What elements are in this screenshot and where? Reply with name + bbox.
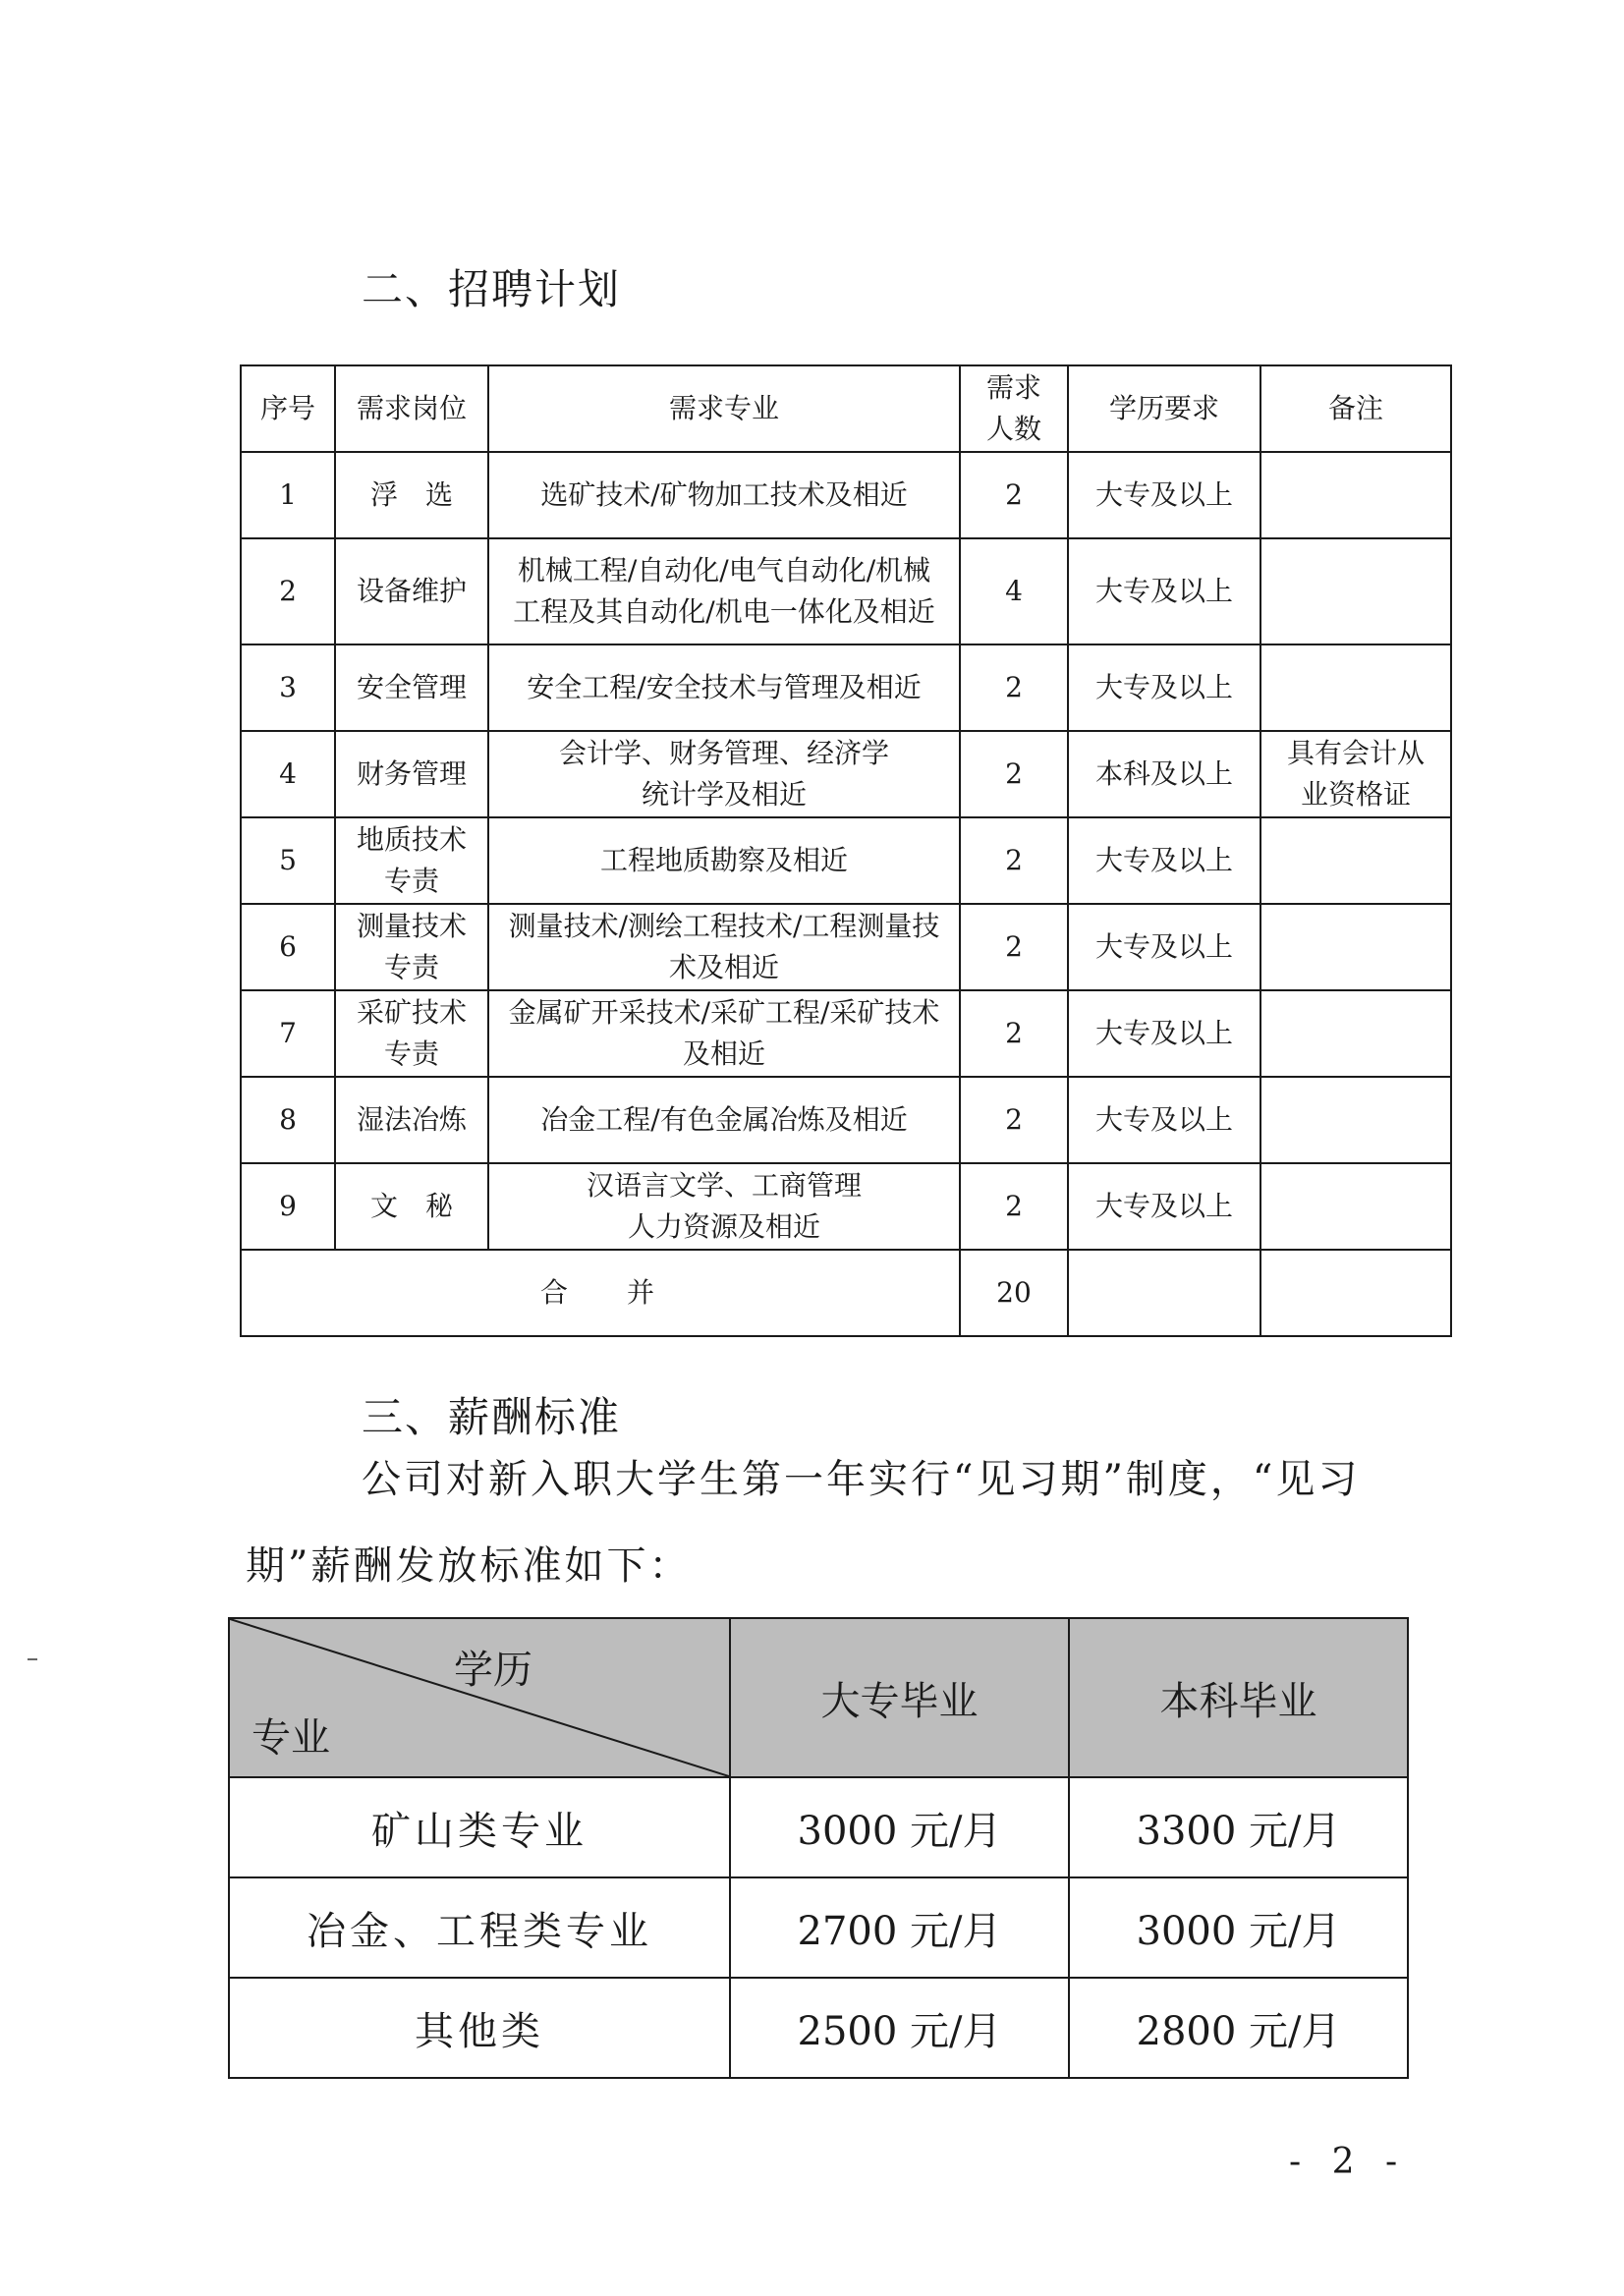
cell-remark <box>1260 990 1451 1077</box>
cell-major <box>488 904 960 990</box>
cell-remark-line2: 业资格证 <box>1300 778 1411 811</box>
cell-education: 本科及以上 <box>1068 731 1260 817</box>
header-count-line1: 需求 <box>985 371 1041 404</box>
cell-major-line1: 测量技术/测绘工程技术/工程测量技 <box>508 910 940 942</box>
salary-header-bachelor: 本科毕业 <box>1069 1618 1408 1777</box>
cell-major-line1: 选矿技术/矿物加工技术及相近 <box>540 478 908 511</box>
cell-position <box>335 538 488 644</box>
cell-position <box>335 1077 488 1163</box>
salary-cell-category: 其他类 <box>229 1978 730 2078</box>
cell-position <box>335 452 488 538</box>
table-row <box>241 644 1451 731</box>
cell-count: 2 <box>960 731 1068 817</box>
cell-major-line2: 工程及其自动化/机电一体化及相近 <box>513 595 935 628</box>
table-header-row <box>241 365 1451 452</box>
header-education: 学历要求 <box>1068 365 1260 452</box>
cell-remark-line1: 具有会计从 <box>1286 737 1425 769</box>
cell-major-line1: 汉语言文学、工商管理 <box>586 1169 862 1202</box>
header-major: 需求专业 <box>488 365 960 452</box>
cell-remark <box>1260 538 1451 644</box>
cell-education: 大专及以上 <box>1068 817 1260 904</box>
salary-cell-category: 冶金、工程类专业 <box>229 1877 730 1978</box>
total-remark <box>1260 1250 1451 1336</box>
cell-position-line1: 采矿技术 <box>356 996 467 1029</box>
cell-remark <box>1260 731 1451 817</box>
cell-position <box>335 904 488 990</box>
cell-position-line1: 财务管理 <box>356 757 467 790</box>
salary-paragraph: 公司对新入职大学生第一年实行“见习期”制度，“见习期”薪酬发放标准如下： <box>246 1457 1361 1589</box>
cell-education: 大专及以上 <box>1068 1163 1260 1250</box>
cell-count: 2 <box>960 644 1068 731</box>
cell-major <box>488 817 960 904</box>
cell-major <box>488 731 960 817</box>
table-row <box>241 990 1451 1077</box>
cell-seq: 3 <box>241 644 335 731</box>
cell-major-line1: 安全工程/安全技术与管理及相近 <box>527 671 922 703</box>
cell-count: 2 <box>960 990 1068 1077</box>
cell-position-line1: 测量技术 <box>356 910 467 942</box>
cell-major <box>488 452 960 538</box>
header-position: 需求岗位 <box>335 365 488 452</box>
recruitment-plan-table <box>240 364 1452 1337</box>
table-row <box>241 904 1451 990</box>
cell-education: 大专及以上 <box>1068 904 1260 990</box>
table-total-row <box>241 1250 1451 1336</box>
cell-position-line1: 地质技术 <box>356 823 467 856</box>
cell-count: 2 <box>960 452 1068 538</box>
cell-seq: 1 <box>241 452 335 538</box>
cell-remark <box>1260 1163 1451 1250</box>
cell-major-line2: 及相近 <box>682 1037 765 1070</box>
corner-label-education: 学历 <box>454 1648 532 1693</box>
cell-remark <box>1260 817 1451 904</box>
cell-remark <box>1260 452 1451 538</box>
cell-position <box>335 817 488 904</box>
cell-major <box>488 644 960 731</box>
cell-position-line1: 湿法冶炼 <box>356 1103 467 1136</box>
cell-count: 2 <box>960 1163 1068 1250</box>
cell-education: 大专及以上 <box>1068 990 1260 1077</box>
cell-major-line1: 金属矿开采技术/采矿工程/采矿技术 <box>508 996 940 1029</box>
header-count-line2: 人数 <box>985 413 1041 445</box>
salary-row <box>229 1978 1408 2078</box>
salary-row <box>229 1777 1408 1877</box>
cell-major-line1: 机械工程/自动化/电气自动化/机械 <box>517 554 931 587</box>
salary-cell-bachelor: 3000 元/月 <box>1069 1877 1408 1978</box>
cell-education: 大专及以上 <box>1068 452 1260 538</box>
page-number: - 2 - <box>1289 2142 1408 2182</box>
header-remark: 备注 <box>1260 365 1451 452</box>
margin-mark <box>28 1658 37 1660</box>
cell-remark <box>1260 644 1451 731</box>
salary-cell-bachelor: 2800 元/月 <box>1069 1978 1408 2078</box>
salary-cell-category: 矿山类专业 <box>229 1777 730 1877</box>
cell-seq: 8 <box>241 1077 335 1163</box>
cell-major-line2: 人力资源及相近 <box>627 1210 820 1243</box>
salary-header-college: 大专毕业 <box>730 1618 1069 1777</box>
corner-label-major: 专业 <box>252 1715 330 1761</box>
cell-position-line1: 文秘 <box>369 1190 480 1222</box>
salary-cell-college: 3000 元/月 <box>730 1777 1069 1877</box>
cell-education: 大专及以上 <box>1068 538 1260 644</box>
cell-remark <box>1260 904 1451 990</box>
cell-major-line1: 冶金工程/有色金属冶炼及相近 <box>540 1103 908 1136</box>
header-seq: 序号 <box>241 365 335 452</box>
cell-count: 4 <box>960 538 1068 644</box>
cell-major-line2: 术及相近 <box>668 951 779 983</box>
salary-header-row <box>229 1618 1408 1777</box>
salary-corner-cell <box>229 1618 730 1777</box>
cell-position <box>335 1163 488 1250</box>
cell-seq: 5 <box>241 817 335 904</box>
cell-major-line1: 会计学、财务管理、经济学 <box>558 737 889 769</box>
cell-remark <box>1260 1077 1451 1163</box>
cell-position <box>335 990 488 1077</box>
salary-cell-college: 2700 元/月 <box>730 1877 1069 1978</box>
table-row <box>241 538 1451 644</box>
salary-cell-college: 2500 元/月 <box>730 1978 1069 2078</box>
cell-major-line2: 统计学及相近 <box>641 778 807 811</box>
salary-table <box>228 1617 1409 2079</box>
cell-major <box>488 1077 960 1163</box>
total-count: 20 <box>960 1250 1068 1336</box>
cell-position <box>335 731 488 817</box>
cell-count: 2 <box>960 817 1068 904</box>
cell-position-line2: 专责 <box>383 951 439 983</box>
cell-major <box>488 538 960 644</box>
cell-seq: 7 <box>241 990 335 1077</box>
cell-major <box>488 1163 960 1250</box>
table-row <box>241 1163 1451 1250</box>
salary-cell-bachelor: 3300 元/月 <box>1069 1777 1408 1877</box>
section-title-recruitment-plan: 二、招聘计划 <box>362 265 622 313</box>
cell-seq: 2 <box>241 538 335 644</box>
table-row <box>241 1077 1451 1163</box>
cell-major <box>488 990 960 1077</box>
cell-position-line1: 浮选 <box>369 478 480 511</box>
cell-major-line1: 工程地质勘察及相近 <box>599 844 848 876</box>
cell-position-line1: 设备维护 <box>356 575 467 607</box>
cell-position-line2: 专责 <box>383 1037 439 1070</box>
table-row <box>241 731 1451 817</box>
cell-seq: 6 <box>241 904 335 990</box>
cell-count: 2 <box>960 904 1068 990</box>
cell-position-line1: 安全管理 <box>356 671 467 703</box>
cell-seq: 9 <box>241 1163 335 1250</box>
cell-education: 大专及以上 <box>1068 1077 1260 1163</box>
total-label: 合并 <box>241 1250 960 1336</box>
total-education <box>1068 1250 1260 1336</box>
cell-count: 2 <box>960 1077 1068 1163</box>
table-row <box>241 817 1451 904</box>
header-count <box>960 365 1068 452</box>
salary-row <box>229 1877 1408 1978</box>
section-title-salary-standard: 三、薪酬标准 <box>362 1393 622 1441</box>
cell-position-line2: 专责 <box>383 865 439 897</box>
cell-education: 大专及以上 <box>1068 644 1260 731</box>
table-row <box>241 452 1451 538</box>
cell-position <box>335 644 488 731</box>
cell-seq: 4 <box>241 731 335 817</box>
